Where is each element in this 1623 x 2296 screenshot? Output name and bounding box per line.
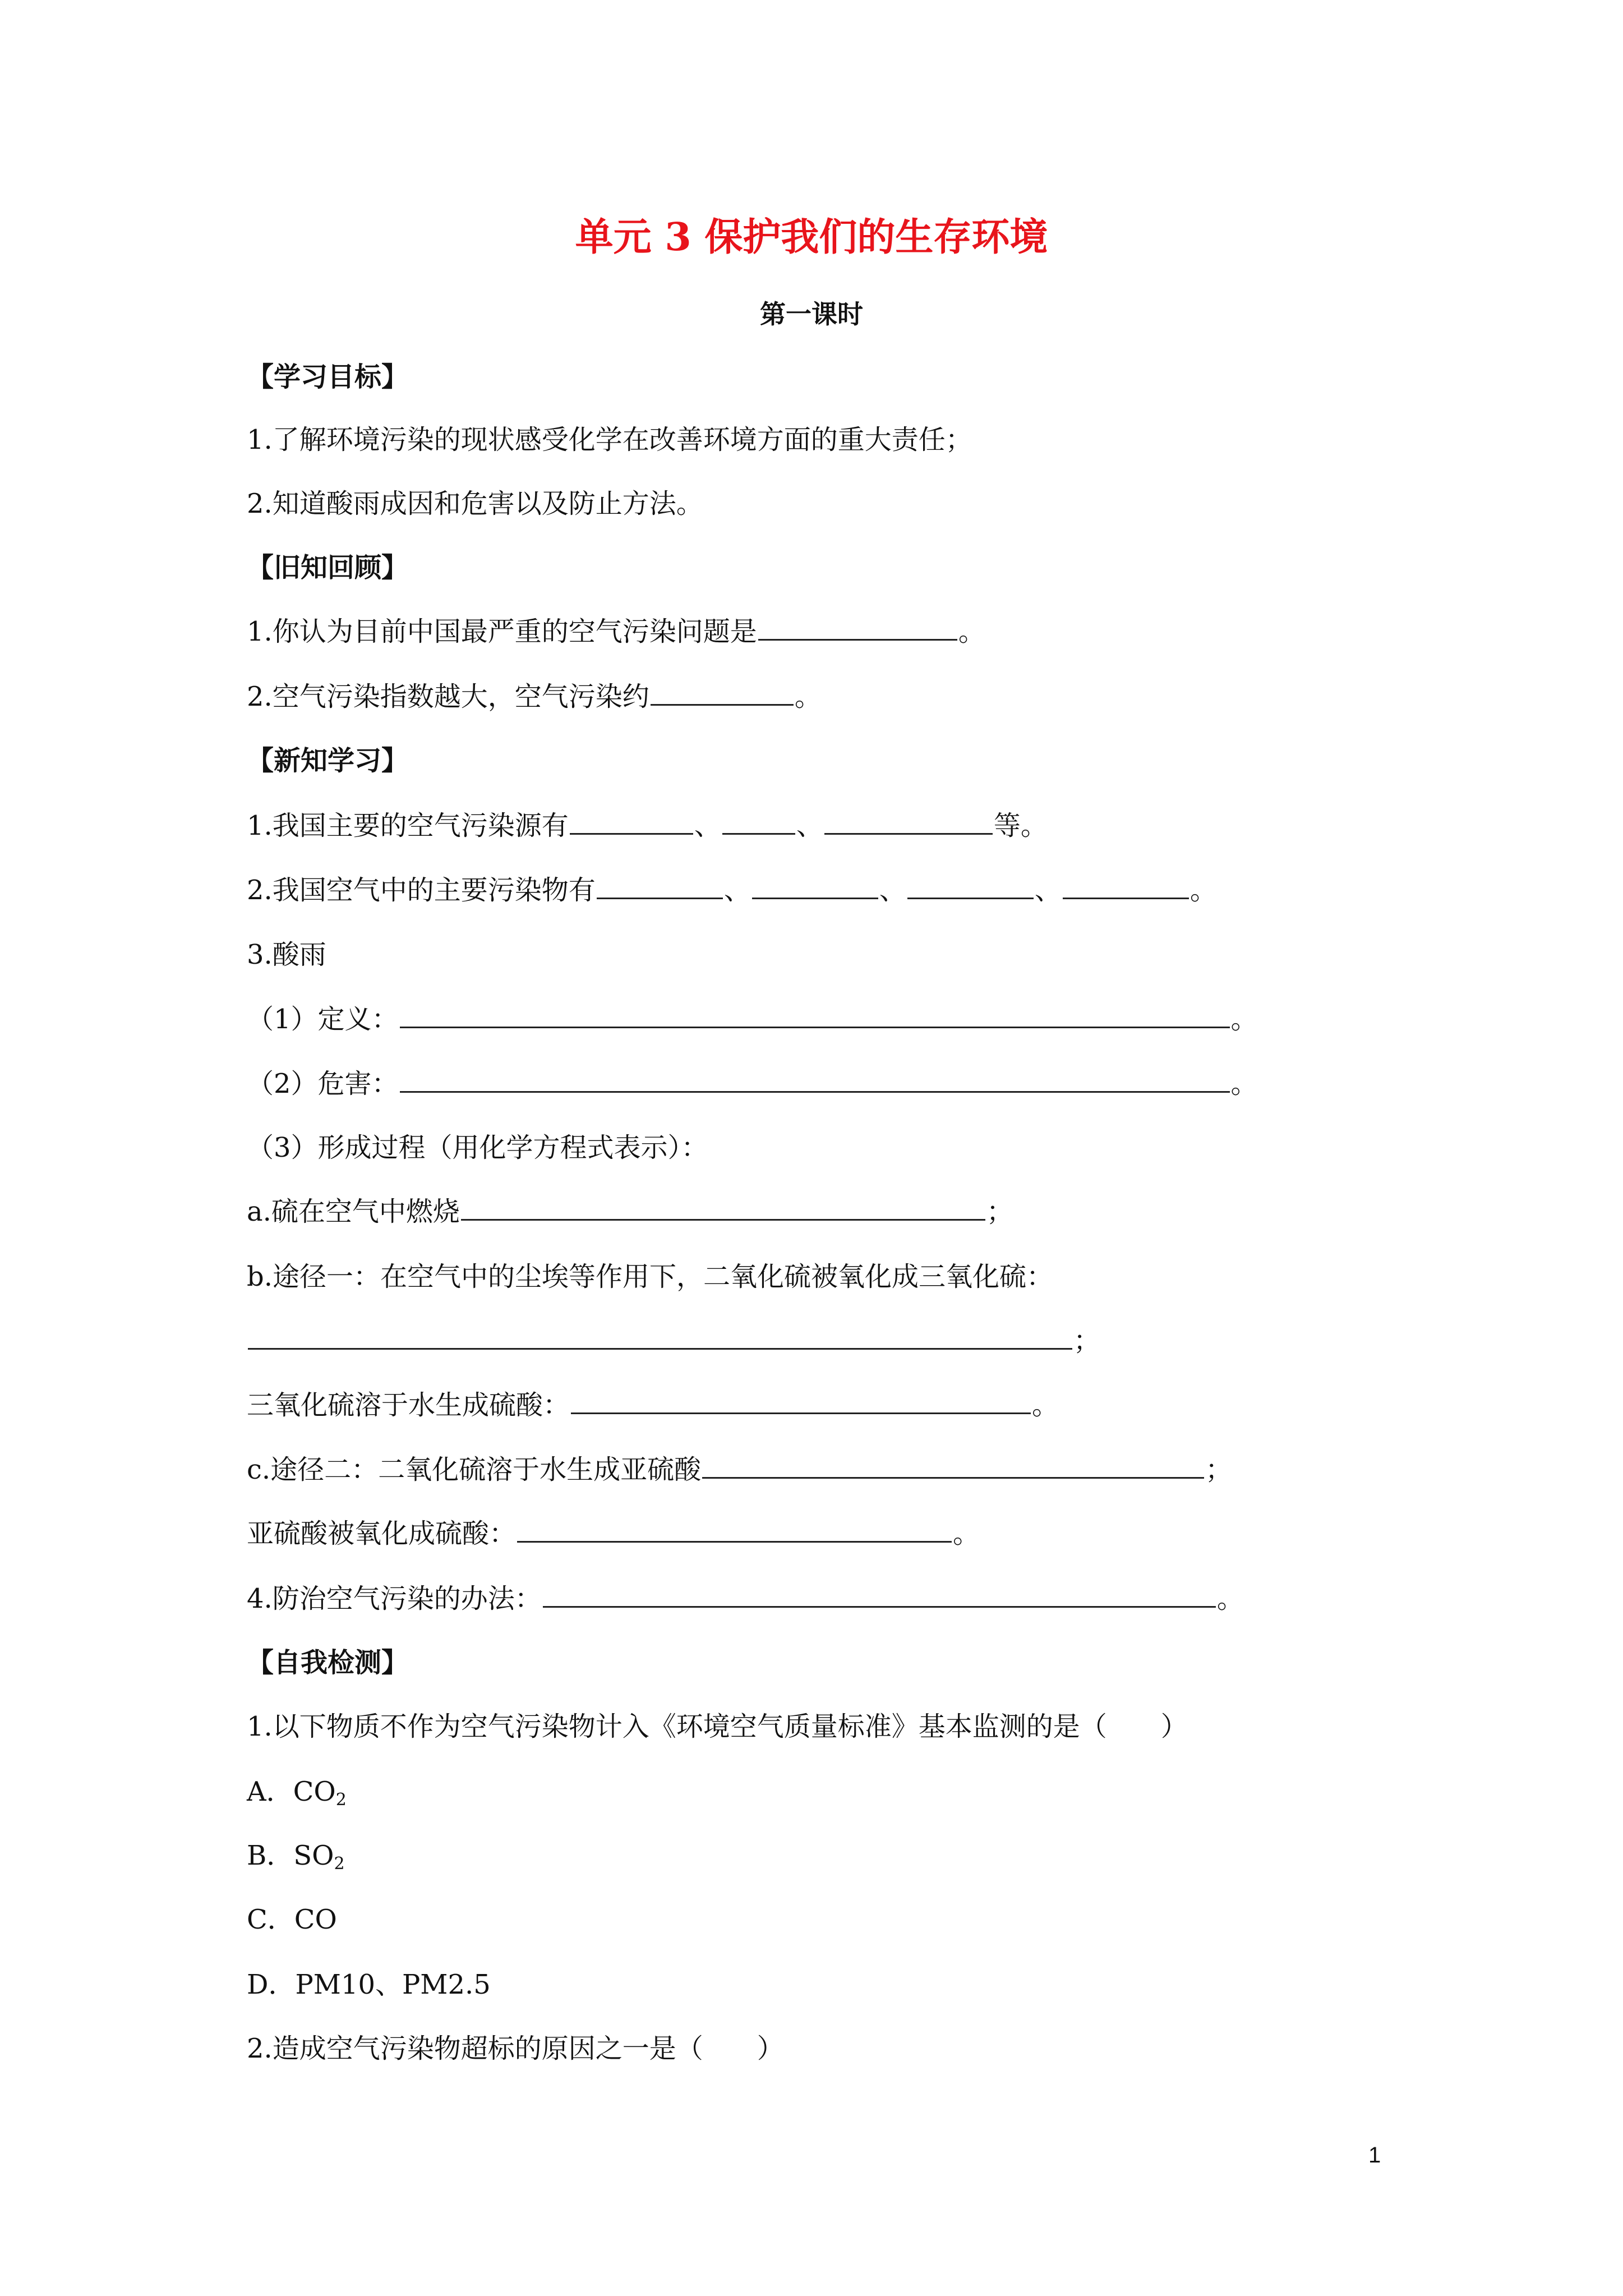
answer-blank[interactable] xyxy=(517,1519,952,1543)
page-number: 1 xyxy=(1368,2143,1381,2168)
item-end: ； xyxy=(1205,1454,1233,1485)
item-end: 。 xyxy=(1032,1389,1059,1421)
answer-blank[interactable] xyxy=(400,1069,1230,1093)
question-text: 1.你认为目前中国最严重的空气污染问题是 xyxy=(247,616,757,647)
acid-rain-process: （3）形成过程（用化学方程式表示）： xyxy=(247,1132,708,1163)
item-label: （1）定义： xyxy=(247,1004,399,1035)
lesson-subtitle: 第一课时 xyxy=(760,299,863,329)
acid-rain-definition xyxy=(247,1001,1258,1037)
question-end: 。 xyxy=(1189,875,1217,906)
answer-blank[interactable] xyxy=(907,875,1034,899)
option-a[interactable] xyxy=(247,1774,347,1818)
acid-rain-harm xyxy=(247,1066,1258,1102)
new-question-1 xyxy=(247,808,1048,844)
section-heading-selfcheck: 【自我检测】 xyxy=(247,1647,409,1678)
answer-blank[interactable] xyxy=(597,875,723,899)
review-question-1 xyxy=(247,614,985,650)
process-step-b-answer xyxy=(247,1323,1100,1359)
question-end: 等。 xyxy=(993,810,1048,841)
goal-item: 1.了解环境污染的现状感受化学在改善环境方面的重大责任； xyxy=(247,424,972,455)
item-end: 。 xyxy=(1230,1004,1258,1035)
option-text: A．CO xyxy=(247,1776,336,1807)
question-text: 2.空气污染指数越大，空气污染约 xyxy=(247,681,649,712)
option-d[interactable]: D．PM10、PM2.5 xyxy=(247,1969,491,2000)
question-end: 。 xyxy=(958,616,985,647)
answer-blank[interactable] xyxy=(1063,875,1189,899)
answer-blank[interactable] xyxy=(570,811,693,835)
item-label: a.硫在空气中燃烧 xyxy=(247,1196,460,1227)
option-text: B．SO xyxy=(247,1840,334,1871)
question-text: 1.我国主要的空气污染源有 xyxy=(247,810,569,841)
item-label: c.途径二：二氧化硫溶于水生成亚硫酸 xyxy=(247,1454,702,1485)
answer-blank[interactable] xyxy=(571,1390,1031,1414)
answer-blank[interactable] xyxy=(722,811,795,835)
subscript: 2 xyxy=(334,1854,345,1874)
item-end: 。 xyxy=(1230,1068,1258,1099)
selfcheck-question-1: 1.以下物质不作为空气污染物计入《环境空气质量标准》基本监测的是（ ） xyxy=(247,1711,1188,1742)
answer-blank[interactable] xyxy=(400,1004,1230,1028)
item-end: 。 xyxy=(953,1518,980,1549)
answer-blank[interactable] xyxy=(824,811,993,835)
item-label: 三氧化硫溶于水生成硫酸： xyxy=(247,1389,570,1421)
item-end: 。 xyxy=(1216,1583,1244,1614)
process-step-b2 xyxy=(247,1387,1059,1423)
question-end: 。 xyxy=(794,681,822,712)
goal-item: 2.知道酸雨成因和危害以及防止方法。 xyxy=(247,488,703,519)
new-question-3: 3.酸雨 xyxy=(247,939,326,970)
question-text: 2.我国空气中的主要污染物有 xyxy=(247,875,596,906)
item-label: 4.防治空气污染的办法： xyxy=(247,1583,542,1614)
answer-blank[interactable] xyxy=(702,1455,1204,1479)
section-heading-review: 【旧知回顾】 xyxy=(247,552,409,583)
separator: 、 xyxy=(879,875,906,906)
process-step-c xyxy=(247,1452,1232,1488)
process-step-c2 xyxy=(247,1516,980,1552)
option-b[interactable] xyxy=(247,1838,345,1882)
section-heading-new: 【新知学习】 xyxy=(247,745,409,776)
answer-blank[interactable] xyxy=(461,1197,985,1221)
answer-blank[interactable] xyxy=(758,616,957,641)
item-end: ； xyxy=(1073,1325,1101,1356)
item-label: 亚硫酸被氧化成硫酸： xyxy=(247,1518,517,1549)
item-label: （2）危害： xyxy=(247,1068,399,1099)
answer-blank[interactable] xyxy=(651,682,794,706)
separator: 、 xyxy=(723,875,751,906)
option-c[interactable]: C．CO xyxy=(247,1904,337,1935)
subscript: 2 xyxy=(335,1790,347,1810)
selfcheck-question-2: 2.造成空气污染物超标的原因之一是（ ） xyxy=(247,2033,784,2064)
new-question-2 xyxy=(247,872,1217,908)
new-question-4 xyxy=(247,1581,1244,1617)
review-question-2 xyxy=(247,679,822,715)
answer-blank[interactable] xyxy=(248,1326,1072,1350)
separator: 、 xyxy=(796,810,823,841)
process-step-a xyxy=(247,1194,1013,1230)
separator: 、 xyxy=(694,810,721,841)
item-end: ； xyxy=(986,1196,1013,1227)
section-heading-goals: 【学习目标】 xyxy=(247,361,409,393)
answer-blank[interactable] xyxy=(543,1584,1216,1608)
separator: 、 xyxy=(1034,875,1062,906)
process-step-b: b.途径一：在空气中的尘埃等作用下，二氧化硫被氧化成三氧化硫： xyxy=(247,1261,1053,1292)
page-title: 单元 3 保护我们的生存环境 xyxy=(575,215,1048,260)
answer-blank[interactable] xyxy=(752,875,878,899)
